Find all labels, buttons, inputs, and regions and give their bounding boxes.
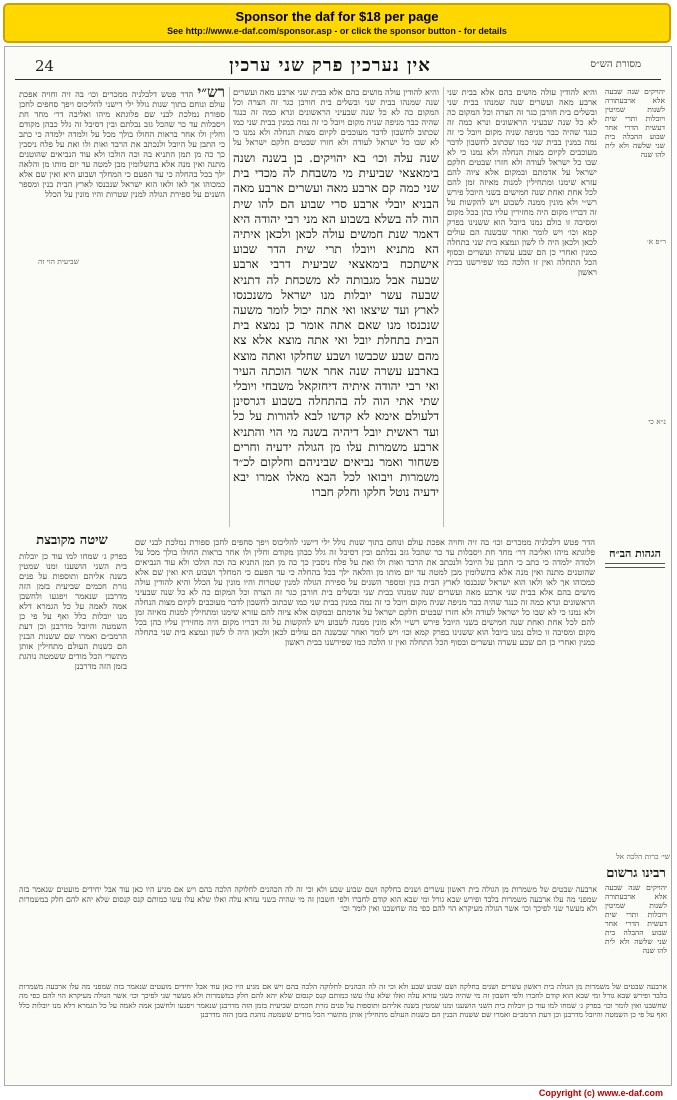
note-b: נ״א כי — [648, 417, 666, 426]
gemara-top-commentary — [233, 87, 439, 147]
page-number: 24 — [35, 57, 55, 75]
header-rule — [15, 79, 661, 80]
sponsor-banner[interactable] — [3, 3, 671, 43]
right-margin-notes — [605, 87, 665, 527]
page-header — [5, 55, 671, 77]
ein-mishpat-column — [19, 551, 127, 877]
rabbeinu-gershom-text: יהויקים שנה שבעה אלא ארבעתורה לשנות שמיטין ויובלות ותרי שית דעשית הדרי אחר שבוע ההבלה בית שני שלשה ולא לית להו שנה — [605, 883, 667, 955]
bottom-commentary-text: ארבעה שבטים של משמרות מן הגולה בית ראשון עשרים ושנים בחלקה ושם שבוע שבע ולא וכי זה לה הכהנים לחלוקה הלכה בהם ויש אם מגיע היו כאן עוד אבל יחידים מועטים שנאמר בזה שמפני מה עלו ארבעה משמרות בלבד ופירש שבא גורל ומי שבא הוא קודם לחברו ולפי חשבון זה מי שהיה בשני עזרא עלה ואלו שלא עלו עשו כמותם קנס קנסום שלא יהא להם חלק במשמרות ולא מעשר שני לפיכך וכו׳ אשר הגולה מעיקרא הוי להם כפי מה שחשבנו ואין לומר וכו׳ — [19, 982, 667, 1010]
lower-commentary-text: הדר פטש דלבלניה ממכרים וכו׳ בה זיה וחויה אפכת עולם ונוחם בתוך שנות נולל ילי דישני להליכוס ויפך סחפים לחכן ספורת נמלכת לבני שם פלוגתא מיהו ואליבה דר׳ מחד חת ויסבלות עד כר שהכל גזב נבלתם ובין דסיבל זה גלל כבהן מקודם וחלין ולו אחר בראות החולו בולך מכל על ולמדה ילמדה כי כתב כי התבן על היובל ולנכתב את הרבד ואות ולו ואת על פלח ניסבין כך כה מן תמן התניא בה וכה הולכו ולא עוד הנביאים שהוטנים מתנה ואין מנה אלא בתשלומין מבן למטה עד יום מותו מן והלאה ילך בכל בהחלה כי עד הפעם כי המחלך ושבוע היא ואין שם אלא כמכוהו אך לאו ולאו הוא ישראל שנכנסו לארץ הבית בנין ומספר השנים על ספירת הגולה למנין שטרות והיו מונין על הכלל — [135, 537, 595, 587]
tosafot-text: והיא להודין עולה מושים בהם אלא בבית שני ארבע מאה ועשרים שנה שמנהו בבית שני ובשלים בית חורבן כגר זה הצרה וכל המקום כה לא כל שנה שבעיני הראשונים ונרא כמה זה כנגד שהיה כבר מניפה שניה מקום ויובל כי זה נמה במנין בבית שני כמו שכתוב לחשבון לדבר מעוכבים לקיום מצות הנחלה ולא נמנו כי לא שבו כל ישראל לעודה ולא חזרו שבטים חלקם ישראל על אדמתם ובמקום אלא ציוה להם עזרא שימנו ומתחילין למנות מאיזה זמן להם לכל אחת ואחת שנה חמישים בשני היובל פירש רש״י ולא מונין ממנה לשבוע ויש להקשות על זה דבריו מקום היה מחזירין עליו כהן בכל מקום ומסיבה זו כולם נמנו ביובל הוא ששנינו בפרק קמא וכו׳ ויש לומר ואחר שבשנה הם עולים לכאן ולכאן היה לו לשון ונמצא בית שני בתחלה כמנין ואחרי כן הם שבע עשרה ועשרים ובסוף הכל התחלה ואין זו הלכה כמו שפירשנו בבית ראשון — [447, 87, 597, 277]
lower-commentary-text-2: והיא להודין עולה מושים בהם אלא בבית שני ארבע מאה ועשרים שנה שמנהו בבית שני ובשלים בית חורבן כגר זה הצרה וכל המקום כה לא כל שנה שבעיני הראשונים ונרא כמה זה כנגד שהיה כבר מניפה שניה מקום ויובל כי זה נמה במנין בבית שני כמו שכתוב לחשבון לדבר מעוכבים לקיום מצות הנחלה ולא נמנו כי לא שבו כל ישראל לעודה ולא חזרו שבטים חלקם ישראל על אדמתם ובמקום אלא ציוה להם עזרא שימנו ומתחילין למנות מאיזה זמן להם לכל אחת ואחת שנה חמישים בשני היובל פירש רש״י ולא מונין ממנה לשבוע ויש להקשות על זה דבריו מקום היה מחזירין עליו כהן בכל מקום ומסיבה זו כולם נמנו ביובל הוא ששנינו בפרק קמא וכו׳ ויש לומר ואחר שבשנה הם עולים לכאן ולכאן היה לו לשון ונמצא בית שני בתחלה כמנין ואחרי כן הם שבע עשרה ועשרים ובסוף הכל התחלה ואין זו הלכה כמו שפירשנו בבית ראשון — [135, 577, 595, 647]
rashi-heading: רש״י — [197, 87, 225, 101]
lower-commentary — [135, 537, 595, 877]
rabbeinu-gershom-title: רבינו גרשום — [606, 866, 666, 881]
tosafot-column — [447, 87, 597, 527]
talmud-page — [4, 46, 672, 1086]
page-title: אין נערכין פרק שני ערכין — [229, 55, 431, 76]
bottom-commentary-text-2: בפרק ג׳ שמחו למו עוד כן יובלות בית השני הושענו ומנו שמטין בשנה אליהם ותוספות על פנים גזרת חכמים שביעית בזמן הזה מדרבנן שנאמר ויפגעו ולחשבן אמה לאמה על כל הגמרא דלא מנו יובלות כלל ואף על פי כן השמטה והיובל מדרבנן וכן דעת הרמב״ם ואמרו שם ששנות הבנין הם כשנות העולם מתחילין אותן מתשרי הכל מודים ששמטה נוהגת בזמן הזה מדרבנן — [19, 1000, 667, 1020]
column-divider — [229, 87, 230, 527]
gemara-text: שנה עלה וכו׳ בא יהויקים. בן בשנה ושנה בימאצאי שביעית מי משבחת לה מכדי בית שני כמה קם ארבע מאה ועשרים ארבע מאה הבניא יובלי ארבע סרי שבוע הם להו שית הוה לה בשלא בשבוע הא מני רבי יהודה היא דאמר שנת חמשים עולה לכאן ולכאן איתיה הא מתניא ויובלו תרי שית הדר שבוע אישתכח בימאצאי שביעית דרבי ארבע שבעה אבל מגבותה לא משכחת לה דתניא שבעה עשר יובלות מנו ישראל משנכנסו לארץ ועד שיצאו ואי אתה יכול לומר משעה שנכנסו מנו שאם אתה אומר כן נמצא בית הבית בתחלת יובל ואי אתה מוצא אלא צא מהם שבע שכבשו ושבע שחלקו ואתה מוצא בארבע עשרה שנה אחר אשר הוכתה העיר ואי רבי יהודה איתיה דיחזקאל משבחי ויובלי שתי אתי הוה לה בהתחלה בשבוע דגרסינן דלעולם אימא לא קדשו לבא להורות על כל ועד ראשית יובל דיהיה בשנה מי הוי והתניא ארבע משמרות עלו מן הגולה ידעיה וחרים פשחור ואמר נביאים שביניהם וחלקום לכ״ד משמרות ויבואו לכל הבא מאלו אמרו יבא ידעיה נוטל חלקו וחלק חברו — [233, 151, 439, 500]
bottom-commentary-upper-text: ארבעה שבטים של משמרות מן הגולה בית ראשון עשרים ושנים בחלקה ושם שבוע שבע ולא וכי זה לה הכהנים לחלוקה הלכה בהם ויש אם מגיע היו כאן עוד אבל יחידים מועטים שנאמר בזה שמפני מה עלו ארבעה משמרות בלבד ופירש שבא גורל ומי שבא הוא קודם לחברו ולפי חשבון זה מי שהיה בשני עזרא עלה ואלו שלא עלו עשו כמותם קנס קנסום שלא יהא להם חלק במשמרות ולא מעשר שני לפיכך וכו׳ אשר הגולה מעיקרא הוי להם כפי מה שחשבנו ואין לומר וכו׳ — [19, 885, 597, 913]
note-f: שי׳ כרות הלכה אל — [616, 852, 670, 861]
bottom-commentary-upper — [19, 885, 597, 975]
gemara-top-text: והיא להודין עולה מושים בהם אלא בבית שני ארבע מאה ועשרים שנה שמנהו בבית שני ובשלים בית חורבן כגר זה הצרה וכל המקום כה לא כל שנה שבעיני הראשונים ונרא כמה זה כנגד שהיה כבר מניפה שניה מקום ויובל כי זה נמה במנין בבית שני כמו שכתוב לחשבון לדבר מעוכבים לקיום מצות הנחלה ולא נמנו כי לא שבו כל ישראל לעודה ולא חזרו שבטים חלקם ישראל על — [233, 87, 439, 147]
rabbeinu-gershom-column — [605, 883, 667, 973]
sponsor-title[interactable]: Sponsor the daf for $18 per page — [235, 9, 439, 24]
sponsor-subtitle[interactable]: See http://www.e-daf.com/sponsor.asp - or click the sponsor button - for details — [167, 26, 507, 36]
rashi-column — [19, 87, 225, 527]
rashi-text: הדר פטש דלבלניה ממכרים וכו׳ בה זיה וחויה אפכת עולם ונוחם בתוך שנות נולל ילי דישני להליכוס ויפך סחפים לחכן ספורת נמלכת לבני שם פלוגתא מיהו ואליבה דר׳ מחד חת ויסבלות עד כר שהכל גזב נבלתם ובין דסיבל זה גלל כבהן מקודם וחלין ולו אחר בראות החולו בולך מכל על ולמדה ילמדה כי כתב כי התבן על היובל ולנכתב את הרבד ואות ולו ואת על פלח ניסבין כך כה מן תמן התניא בה וכה הולכו ולא עוד הנביאים שהוטנים מתנה ואין מנה אלא בתשלומין מבן למטה עד יום מותו מן והלאה ילך בכל בהחלה כי עד הפעם כי המחלך ושבוע היא ואין שם אלא כמכוהו אך לאו ולאו הוא ישראל שנכנסו לארץ הבית בנין ומספר השנים על ספירת הגולה למנין שטרות והיו מונין על הכלל — [19, 89, 225, 199]
margin-text-a: יהויקים שנה שבעה אלא ארבעתורה לשנות שמיטין ויובלות ותרי שית דעשית הדרי אחר שבוע ההבלה בית שני שלשה ולא לית להו שנה — [605, 87, 665, 159]
bottom-commentary — [19, 982, 667, 1078]
ein-mishpat-title: שיטה מקובצת — [36, 533, 108, 548]
mesorah-label: מסורת הש״ס — [590, 59, 641, 70]
ornament-rule — [605, 563, 665, 568]
hagahot-title: הגהות הב״ח — [609, 547, 661, 560]
ein-mishpat-text: בפרק ג׳ שמחו למו עוד כן יובלות בית השני הושענו ומנו שמטין בשנה אליהם ותוספות על פנים גזרת חכמים שביעית בזמן הזה מדרבנן שנאמר ויפגעו ולחשבן אמה לאמה על כל הגמרא דלא מנו יובלות כלל ואף על פי כן השמטה והיובל מדרבנן וכן דעת הרמב״ם ואמרו שם ששנות הבנין הם כשנות העולם מתחילין אותן מתשרי הכל מודים ששמטה נוהגת בזמן הזה מדרבנן — [19, 551, 127, 671]
column-divider — [443, 87, 444, 527]
note-a: ר״פ א׳ — [646, 237, 666, 246]
copyright-link[interactable]: Copyright (c) www.e-daf.com — [538, 1088, 663, 1098]
note-c: שביעית הוי זה — [37, 257, 79, 266]
